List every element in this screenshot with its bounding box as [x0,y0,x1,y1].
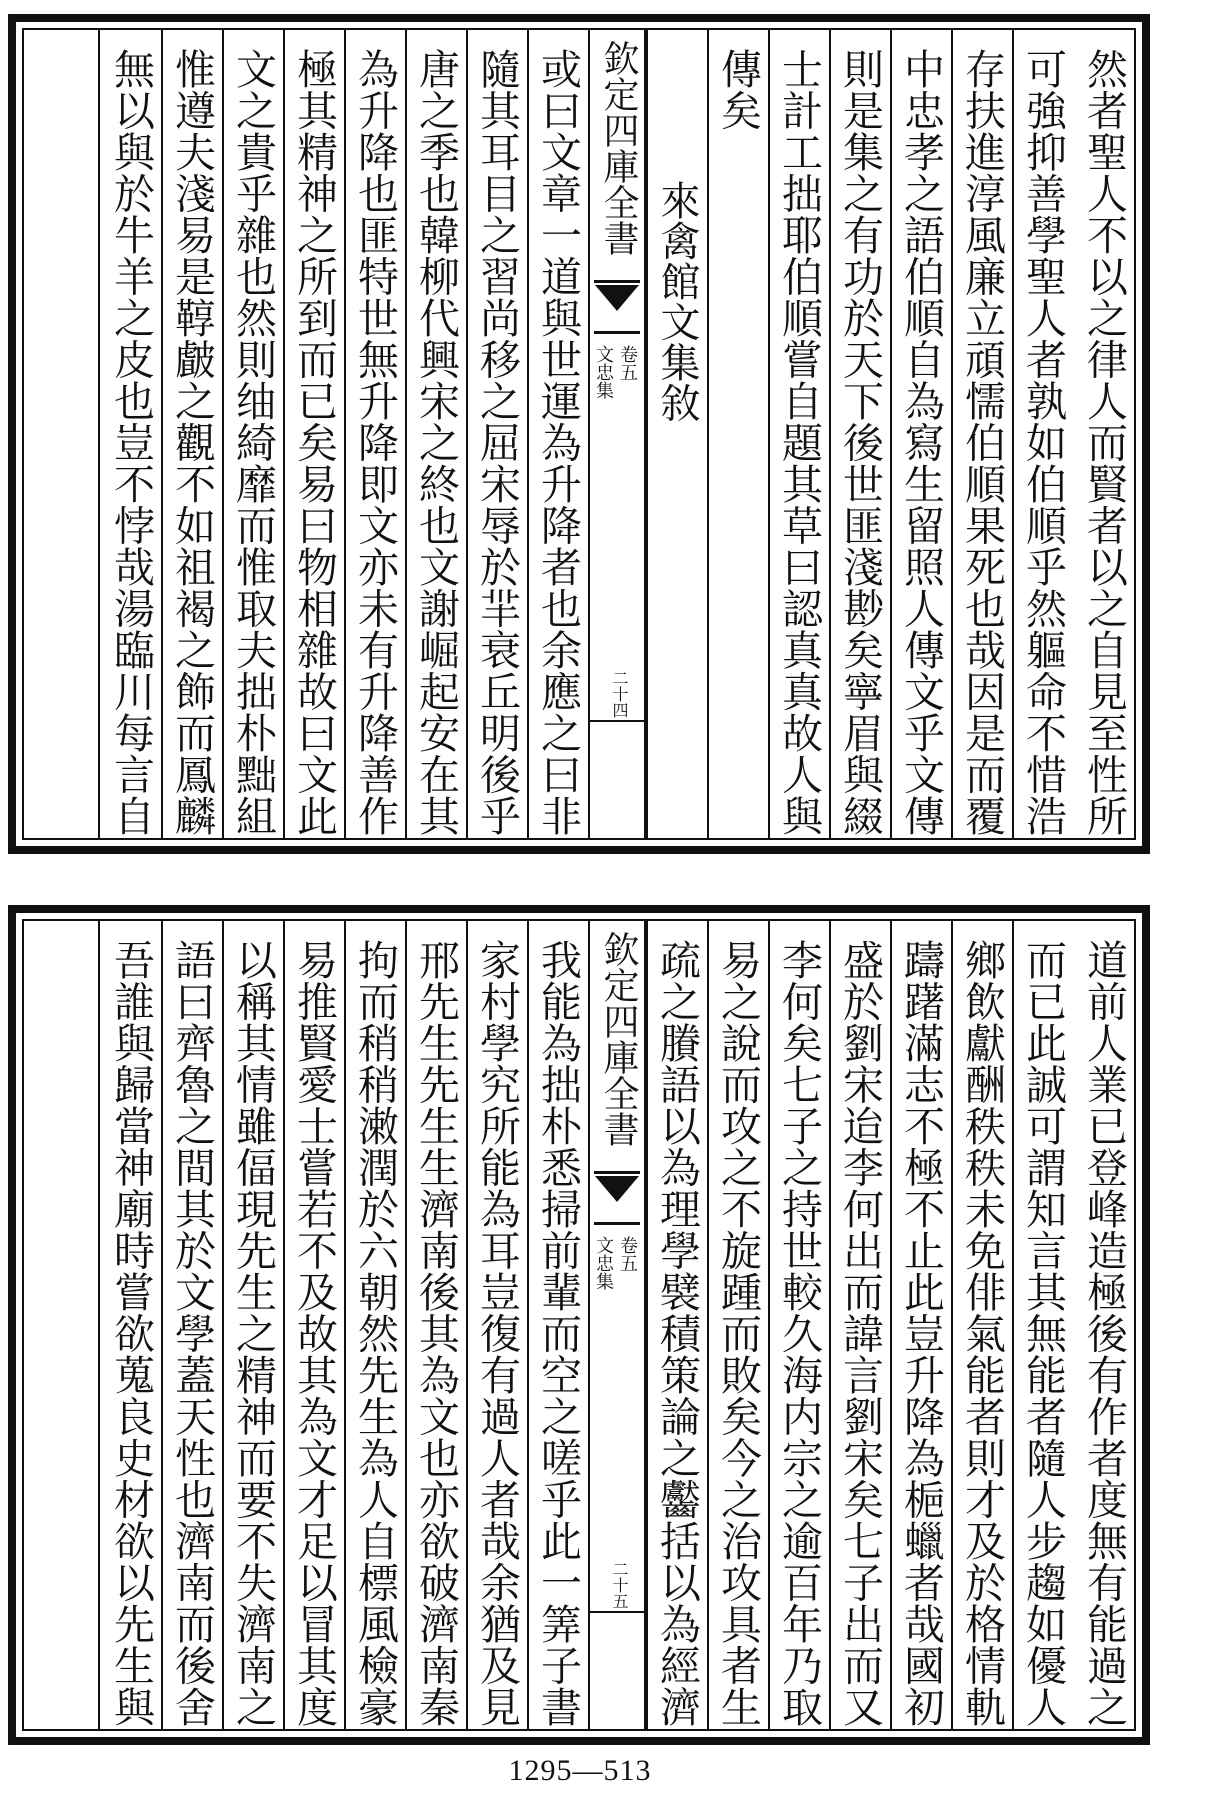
library-title: 欽定四庫全書 [598,40,639,256]
column-text: 鄉飲獻酬秩秩未免俳氣能者則才及於格情軌 [958,939,1006,1728]
text-column [829,921,890,1729]
essay-title: 來禽館文集敘 [654,180,700,423]
text-column [1073,30,1134,838]
column-text: 唐之季也韓柳代興宋之終也文謝崛起安在其 [412,48,460,837]
library-title: 欽定四庫全書 [598,931,639,1147]
text-column [1012,921,1073,1729]
column-text: 為升降也匪特世無升降即文亦未有升降善作 [351,48,399,837]
text-column [283,30,344,838]
column-text: 士計工拙耶伯順嘗自題其草曰認真真故人與 [775,48,823,837]
column-text: 吾誰與歸當神廟時嘗欲蒐良史材欲以先生與 [107,939,155,1728]
text-frame [22,28,1136,840]
fish-tail-mark [594,280,640,334]
column-text: 盛於劉宋迨李何出而諱言劉宋矣七子出而又 [836,939,884,1728]
text-column [98,30,161,838]
text-column [344,921,405,1729]
volume-label: 卷五 [617,345,638,381]
bottom-page [8,905,1150,1745]
text-column [466,30,527,838]
spine-rule [590,1611,644,1613]
text-column [161,30,222,838]
fish-tail-mark [594,1171,640,1225]
text-column [98,921,161,1729]
column-text: 我能為拙朴悉掃前輩而空之嗟乎此一筭子書 [534,939,582,1728]
column-text: 拘而稍稍潄潤於六朝然先生為人自標風檢豪 [351,939,399,1728]
text-column [951,30,1012,838]
column-text: 可強抑善學聖人者孰如伯順乎然軀命不惜浩 [1019,48,1067,837]
column-text: 極其精神之所到而已矣易曰物相雜故曰文此 [290,48,338,837]
volume-label: 卷五 [617,1236,638,1272]
text-column [527,921,588,1729]
text-column [646,921,707,1729]
text-column [1073,921,1134,1729]
column-text: 文之貴乎雜也然則䌷綺靡而惟取夫拙朴黜組 [229,48,277,837]
center-spine [588,921,646,1729]
text-column [768,921,829,1729]
text-frame [22,919,1136,1731]
text-column [222,30,283,838]
top-page [8,14,1150,854]
column-text: 隨其耳目之習尚移之屈宋辱於羋衰丘明後乎 [473,48,521,837]
text-column [707,30,768,838]
column-text: 惟遵夫淺易是鞟皻之觀不如祖褐之飾而鳳麟 [168,48,216,837]
column-text: 存扶進淳風廉立頑懦伯順果死也哉因是而覆 [958,48,1006,837]
text-column [527,30,588,838]
text-column [344,30,405,838]
column-text: 易之說而攻之不旋踵而敗矣今之治攻具者生 [714,939,762,1728]
text-column [161,921,222,1729]
column-text: 易推賢愛士嘗若不及故其為文才足以冒其度 [290,939,338,1728]
column-text: 或曰文章一道與世運為升降者也余應之曰非 [534,48,582,837]
column-text: 躊躇滿志不極不止此豈升降為梔蠟者哉國初 [897,939,945,1728]
column-text: 道前人業已登峰造極後有作者度無有能過之 [1080,939,1128,1728]
column-text: 傳矣 [714,48,762,131]
column-text: 家村學究所能為耳豈復有過人者哉余猶及見 [473,939,521,1728]
folio-number: 二十四 [610,670,629,718]
spine-rule [590,720,644,722]
text-column [405,921,466,1729]
text-column [951,921,1012,1729]
column-text: 李何矣七子之持世較久海内宗之逾百年乃取 [775,939,823,1728]
column-text: 疏之賸語以為理學襞積策論之齾括以為經濟 [653,939,701,1728]
column-text: 邢先生先生生濟南後其為文也亦欲破濟南秦 [412,939,460,1728]
column-text: 以稱其情雖偪現先生之精神而要不失濟南之 [229,939,277,1728]
text-column [707,921,768,1729]
text-column [405,30,466,838]
column-text: 無以與於牛羊之皮也豈不悖哉湯臨川每言自 [107,48,155,837]
title-column [646,30,707,838]
column-text: 中忠孝之語伯順自為寫生留照人傳文乎文傳 [897,48,945,837]
column-text: 則是集之有功於天下後世匪淺尠矣寧眉與綴 [836,48,884,837]
text-column [890,921,951,1729]
text-column [768,30,829,838]
text-column [829,30,890,838]
text-column [283,921,344,1729]
page-number: 1295—513 [508,1754,652,1787]
column-text: 而已此誠可謂知言其無能者隨人步趨如優人 [1019,939,1067,1728]
book-title: 文忠集 [593,1236,614,1290]
text-column [1012,30,1073,838]
text-column [222,921,283,1729]
column-text: 語曰齊魯之間其於文學蓋天性也濟南而後舍 [168,939,216,1728]
book-title: 文忠集 [593,345,614,399]
center-spine [588,30,646,838]
text-column [466,921,527,1729]
column-text: 然者聖人不以之律人而賢者以之自見至性所 [1080,48,1128,837]
folio-number: 二十五 [610,1561,629,1609]
text-column [890,30,951,838]
